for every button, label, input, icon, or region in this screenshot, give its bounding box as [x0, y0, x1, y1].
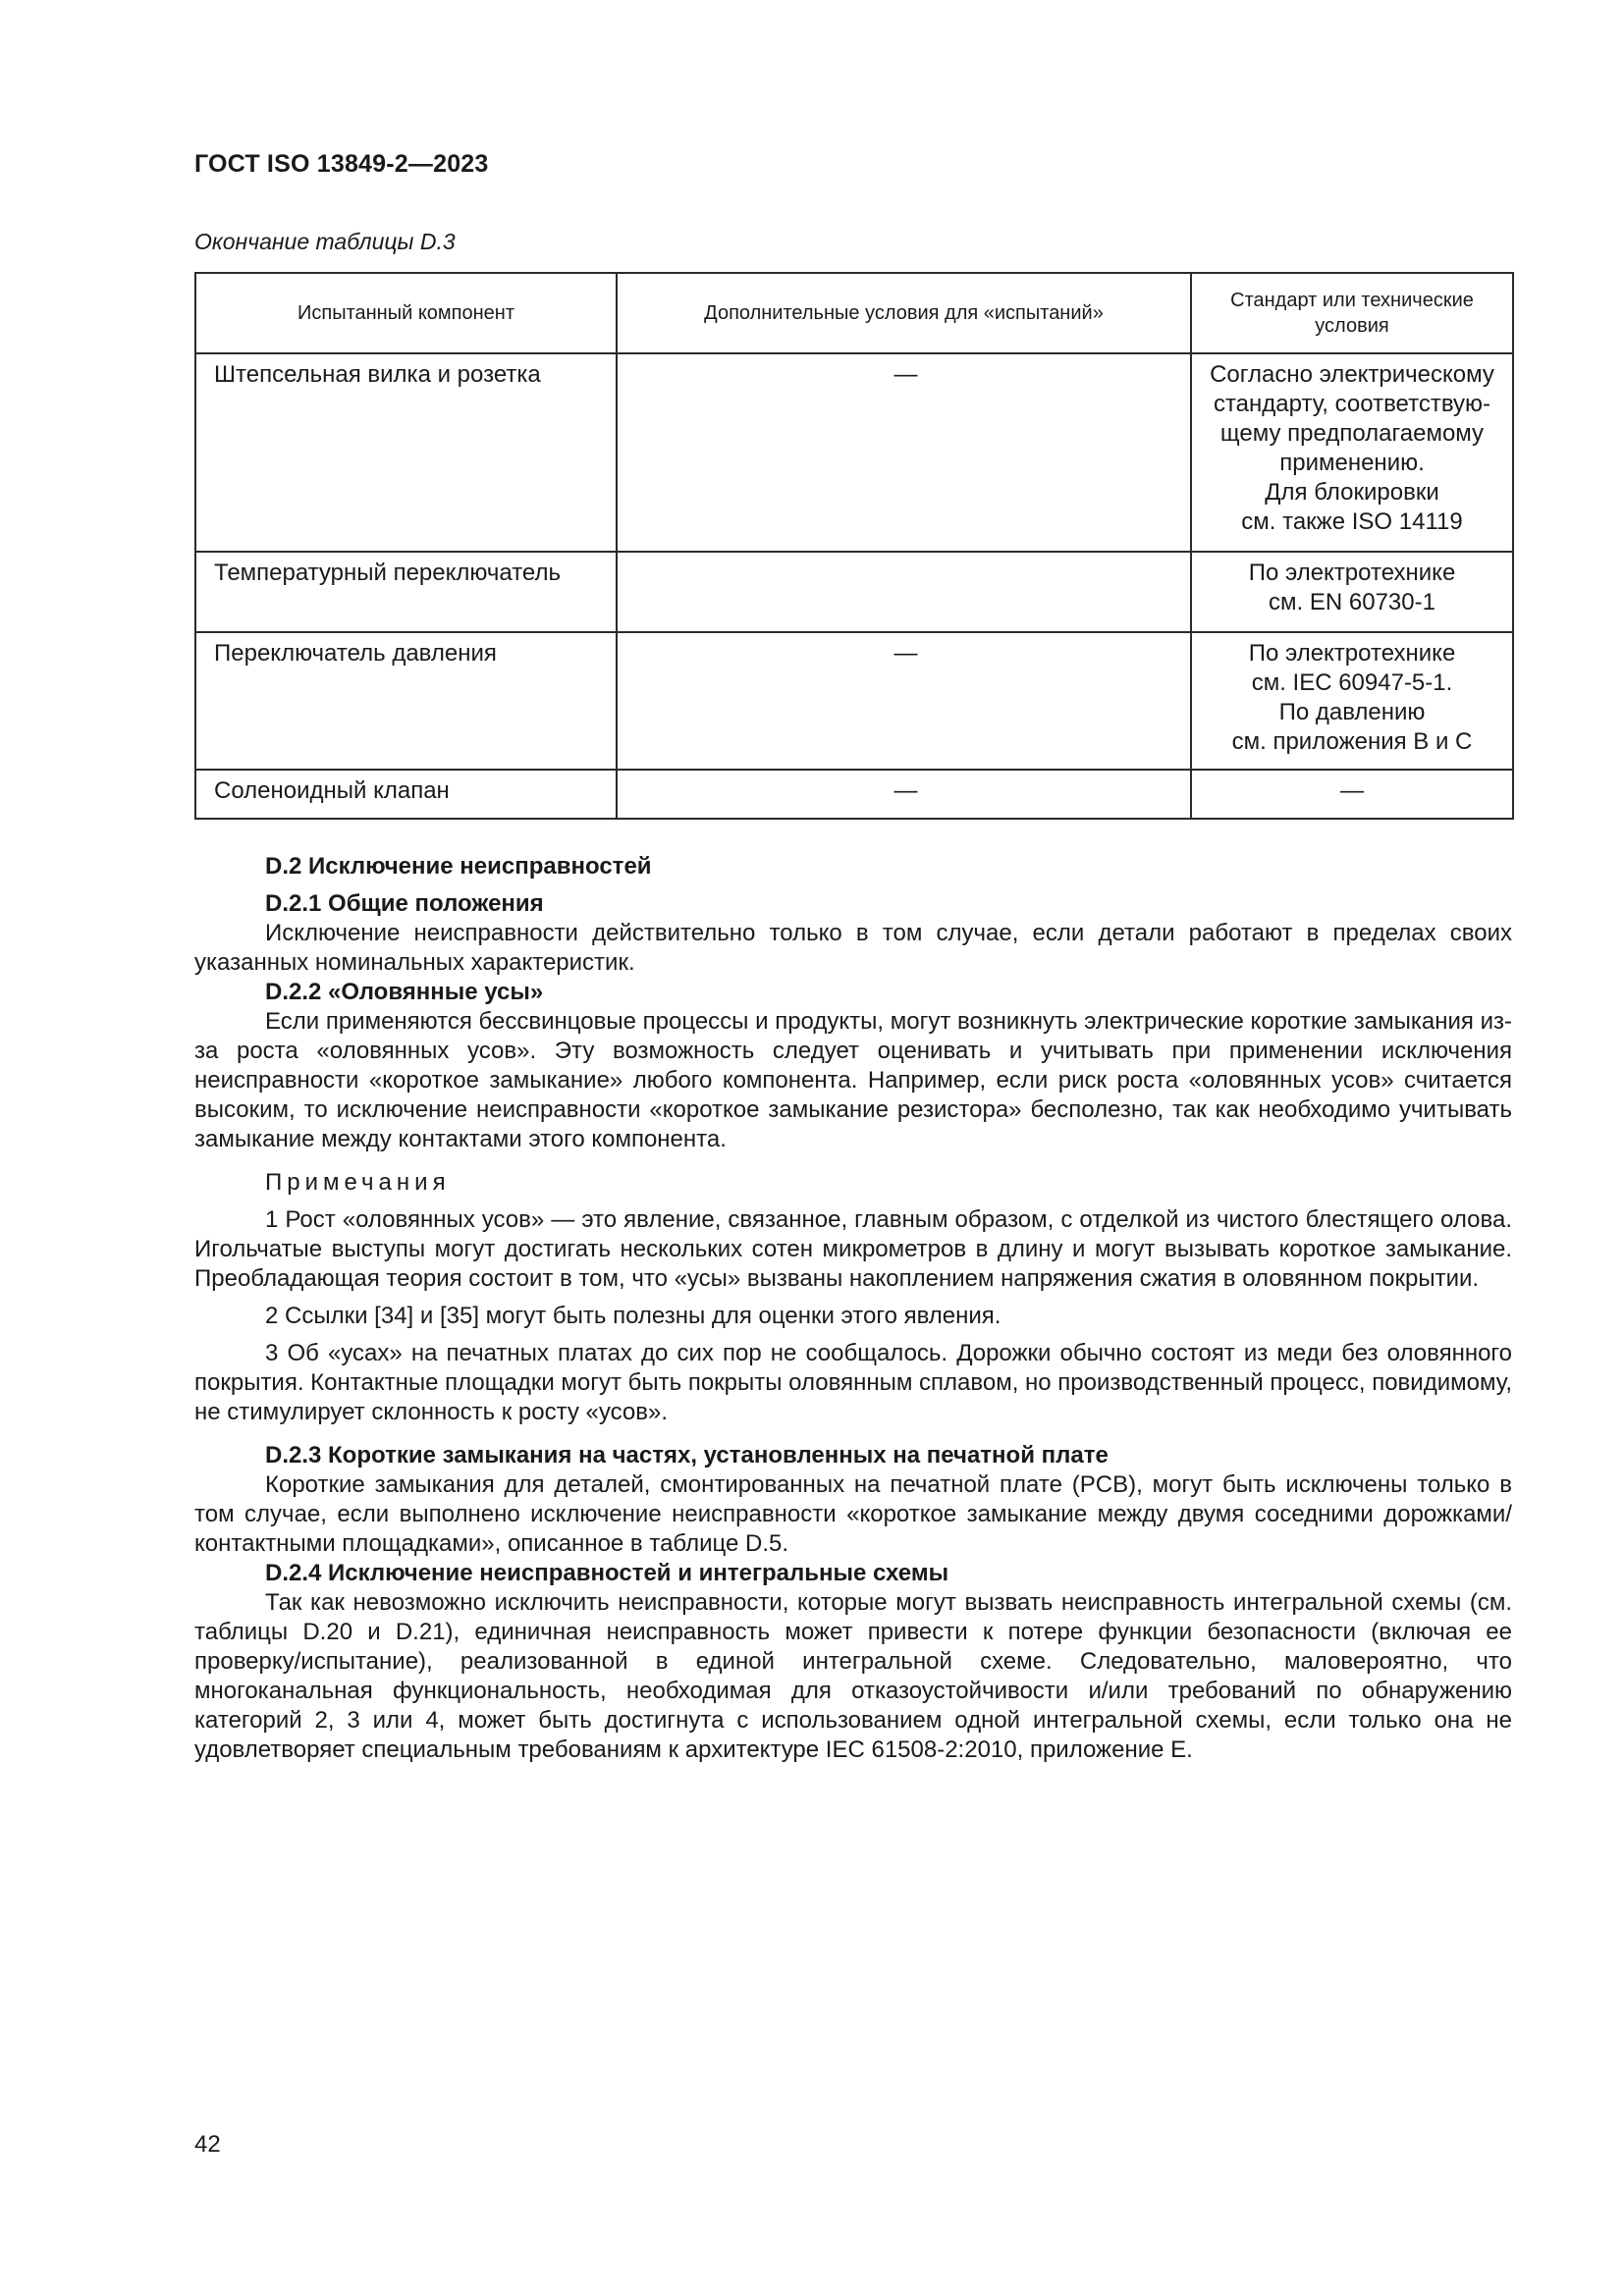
column-header-standard-line: условия — [1315, 315, 1389, 337]
cell-standard-line: По электротехнике — [1248, 640, 1456, 667]
cell-standard-line: применению. — [1279, 450, 1425, 476]
cell-standard-line: По электротехнике — [1248, 560, 1456, 586]
table-header-row — [195, 273, 1513, 353]
paragraph: Если применяются бессвинцовые процессы и продукты, могут возникнуть электрические короткие замыкания из-за роста «оловянных усов». Эту возможность следует оценивать и учитывать при применении исключения неисправности «короткое замыкание» любого компонента. Например, если риск роста «оловянных усов» считается высоким, то исключение неисправности «короткое замыкание резистора» бесполезно, так как необходимо учитывать замыкание между контактами этого компонента. — [194, 1008, 1512, 1152]
column-header-standard — [1191, 273, 1513, 353]
note-item: 2 Ссылки [34] и [35] могут быть полезны для оценки этого явления. — [265, 1303, 1001, 1329]
cell-conditions: — — [617, 353, 1191, 552]
document-header: ГОСТ ISO 13849-2—2023 — [194, 150, 489, 178]
paragraph: Так как невозможно исключить неисправности, которые могут вызвать неисправность интегральной схемы (см. таблицы D.20 и D.21), единичная неисправность может привести к потере функции безопасности (включая ее проверку/испытание), реализованной в единой интегральной схеме. Следовательно, маловероятно, что многоканальная функциональность, необходимая для отказоустойчивости и/или требований по обнаружению категорий 2, 3 или 4, может быть достигнута с использованием одной интегральной схемы, если только она не удовлетворяет специальным требованиям к архитектуре IEC 61508-2:2010, приложение E. — [194, 1589, 1512, 1763]
section-heading: D.2 Исключение неисправностей — [265, 853, 652, 880]
table-row — [195, 770, 1513, 819]
cell-conditions: — — [617, 632, 1191, 770]
column-header-component: Испытанный компонент — [195, 273, 617, 353]
cell-conditions — [617, 552, 1191, 632]
cell-component: Температурный переключатель — [195, 552, 617, 632]
cell-standard-line: По давлению — [1278, 699, 1426, 725]
cell-standard — [1191, 770, 1513, 819]
subsection-heading: D.2.4 Исключение неисправностей и интегральные схемы — [265, 1560, 949, 1586]
page-number: 42 — [194, 2131, 221, 2158]
cell-component: Переключатель давления — [195, 632, 617, 770]
cell-component: Соленоидный клапан — [195, 770, 617, 819]
table-row — [195, 552, 1513, 632]
cell-standard-line: см. также ISO 14119 — [1241, 508, 1463, 535]
section-d2 — [194, 852, 1512, 1765]
cell-standard — [1191, 353, 1513, 552]
table-d3 — [194, 272, 1514, 820]
table-row — [195, 632, 1513, 770]
subsection-heading: D.2.3 Короткие замыкания на частях, установленных на печатной плате — [265, 1442, 1109, 1468]
column-header-conditions: Дополнительные условия для «испытаний» — [617, 273, 1191, 353]
paragraph: Исключение неисправности действительно только в том случае, если детали работают в пределах своих указанных номинальных характеристик. — [194, 920, 1512, 976]
subsection-heading: D.2.2 «Оловянные усы» — [265, 979, 544, 1005]
cell-component: Штепсельная вилка и розетка — [195, 353, 617, 552]
table-row — [195, 353, 1513, 552]
subsection-heading: D.2.1 Общие положения — [265, 890, 544, 917]
paragraph: Короткие замыкания для деталей, смонтированных на печатной плате (PCB), могут быть исключены только в том случае, если выполнено исключение неисправности «короткое замыкание между двумя соседними дорожками/контактными площадками», описанное в таблице D.5. — [194, 1471, 1512, 1557]
cell-standard-line: см. приложения B и C — [1231, 728, 1473, 755]
cell-conditions: — — [617, 770, 1191, 819]
cell-standard-line: см. EN 60730-1 — [1269, 589, 1435, 615]
column-header-standard-line: Стандарт или технические — [1230, 290, 1474, 311]
cell-standard-line: — — [1340, 777, 1364, 804]
cell-standard-line: Для блокировки — [1265, 479, 1439, 506]
cell-standard-line: стандарту, соответствую- — [1213, 391, 1491, 417]
cell-standard-line: см. IEC 60947-5-1. — [1251, 669, 1453, 696]
cell-standard — [1191, 632, 1513, 770]
cell-standard — [1191, 552, 1513, 632]
note-item: 3 Об «усах» на печатных платах до сих пор не сообщалось. Дорожки обычно состоят из меди без оловянного покрытия. Контактные площадки могут быть покрыты оловянным сплавом, но производственный процесс, повидимому, не стимулирует склонность к росту «усов». — [194, 1340, 1512, 1425]
cell-standard-line: Согласно электрическому — [1210, 361, 1494, 388]
note-item: 1 Рост «оловянных усов» — это явление, связанное, главным образом, с отделкой из чистого блестящего олова. Игольчатые выступы могут достигать нескольких сотен микрометров в длину и могут вызывать короткое замыкание. Преобладающая теория состоит в том, что «усы» вызваны накоплением напряжения сжатия в оловянном покрытии. — [194, 1206, 1512, 1292]
notes-heading: Примечания — [265, 1169, 451, 1196]
table-caption: Окончание таблицы D.3 — [194, 229, 456, 254]
cell-standard-line: щему предполагаемому — [1219, 420, 1485, 447]
